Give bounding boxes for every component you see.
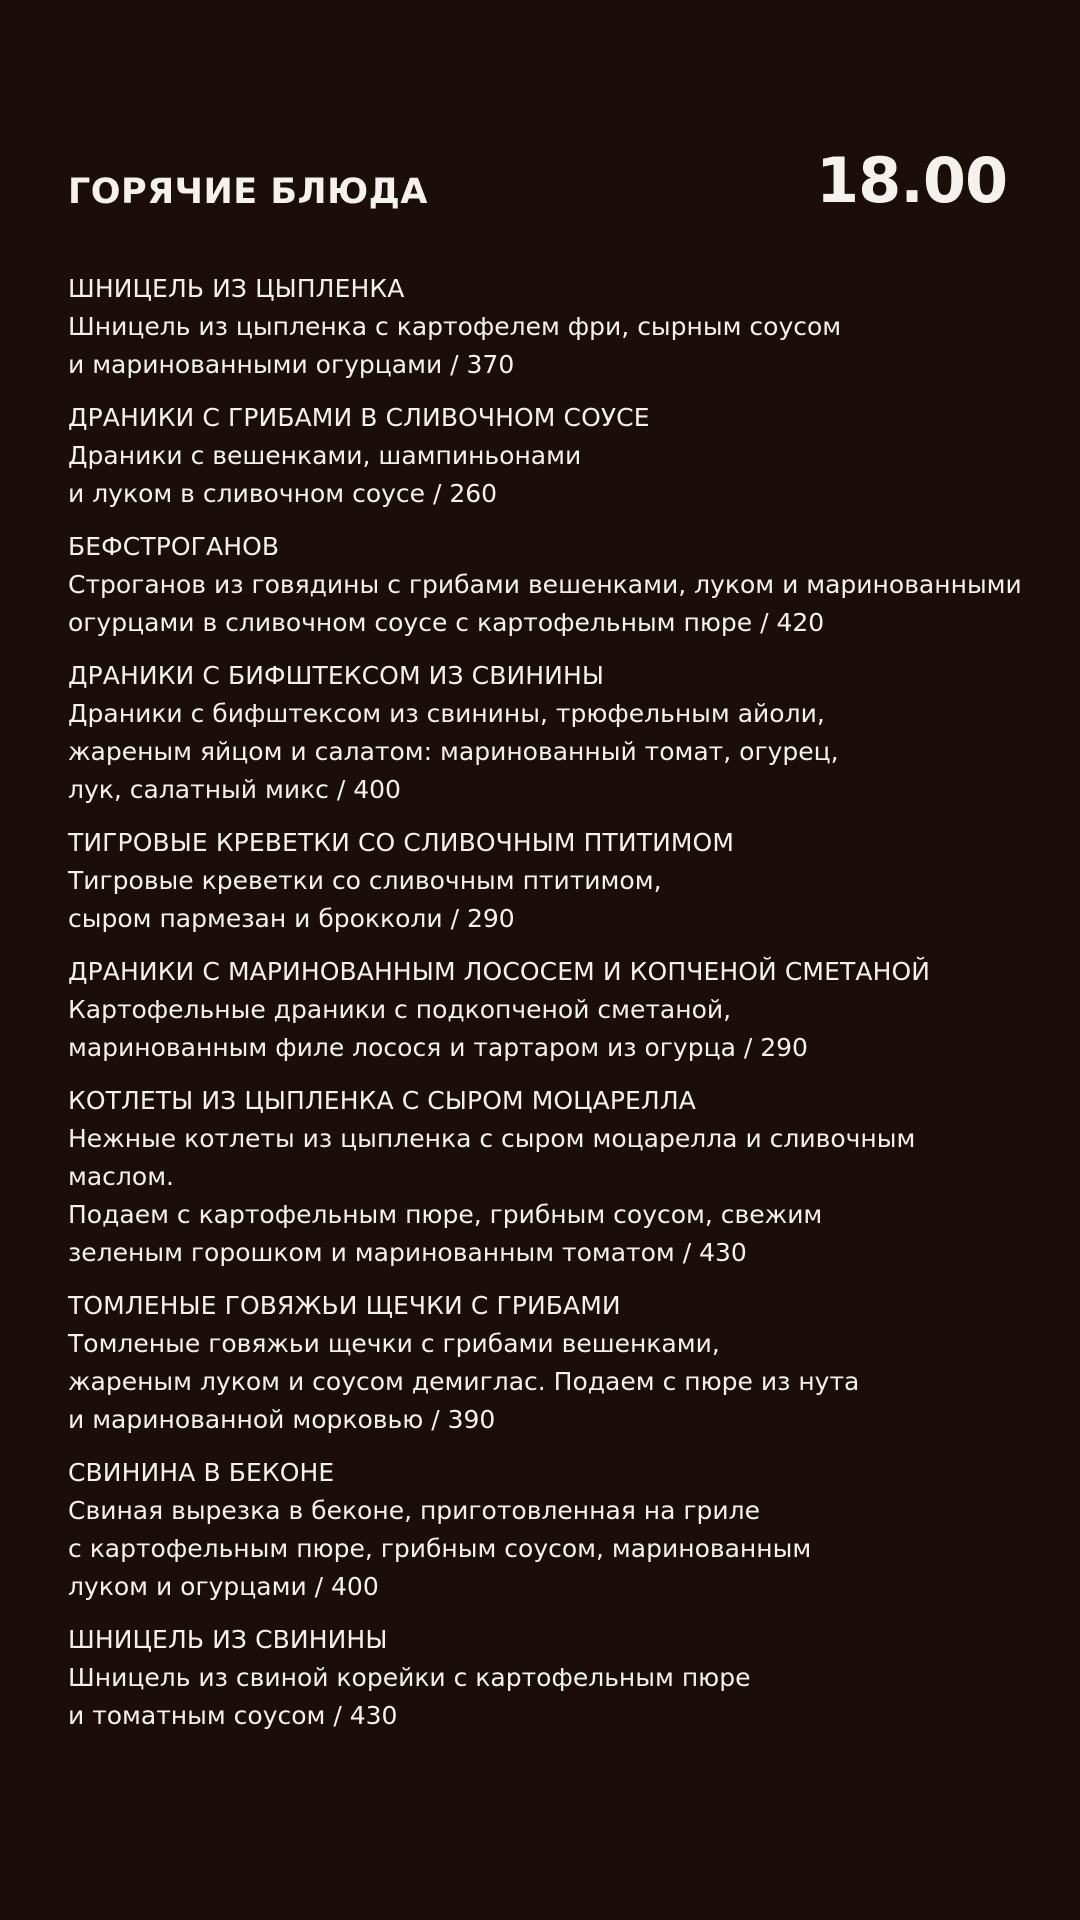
menu-item (68, 1454, 1028, 1606)
menu-header (68, 0, 1020, 260)
menu-item (68, 1621, 1028, 1735)
menu-item-name: ШНИЦЕЛЬ ИЗ ЦЫПЛЕНКА (68, 274, 405, 303)
menu-item-name: ТИГРОВЫЕ КРЕВЕТКИ СО СЛИВОЧНЫМ ПТИТИМОМ (68, 828, 734, 857)
menu-item-description: Строганов из говядины с грибами вешенками, луком и маринованными огурцами в сливочном соусе с картофельным пюре / 420 (68, 570, 1022, 637)
menu-item (68, 824, 1028, 938)
menu-item-name: ДРАНИКИ С ГРИБАМИ В СЛИВОЧНОМ СОУСЕ (68, 403, 650, 432)
section-title: ГОРЯЧИЕ БЛЮДА (68, 172, 428, 212)
menu-item (68, 1082, 1028, 1272)
menu-item (68, 657, 1028, 809)
menu-item-name: ДРАНИКИ С МАРИНОВАННЫМ ЛОСОСЕМ И КОПЧЕНОЙ СМЕТАНОЙ (68, 957, 931, 986)
menu-item-description: Шницель из свиной корейки с картофельным пюре и томатным соусом / 430 (68, 1663, 751, 1730)
menu-item (68, 953, 1028, 1067)
time-label: 18.00 (816, 144, 1008, 217)
menu-item-name: ДРАНИКИ С БИФШТЕКСОМ ИЗ СВИНИНЫ (68, 661, 605, 690)
menu-item-description: Свиная вырезка в беконе, приготовленная на гриле с картофельным пюре, грибным соусом, маринованным луком и огурцами / 400 (68, 1496, 812, 1601)
menu-item-description: Томленые говяжьи щечки с грибами вешенками, жареным луком и соусом демиглас. Подаем с пюре из нута и маринованной морковью / 390 (68, 1329, 860, 1434)
menu-item-name: СВИНИНА В БЕКОНЕ (68, 1458, 335, 1487)
menu-item-description: Тигровые креветки со сливочным птитимом, сыром пармезан и брокколи / 290 (68, 866, 662, 933)
menu-list (68, 270, 1028, 1750)
menu-item-description: Картофельные драники с подкопченой сметаной, маринованным филе лосося и тартаром из огурца / 290 (68, 995, 808, 1062)
menu-item-name: БЕФСТРОГАНОВ (68, 532, 280, 561)
menu-item-name: ТОМЛЕНЫЕ ГОВЯЖЬИ ЩЕЧКИ С ГРИБАМИ (68, 1291, 621, 1320)
menu-item-description: Драники с вешенками, шампиньонами и луком в сливочном соусе / 260 (68, 441, 582, 508)
menu-item (68, 528, 1028, 642)
menu-item-description: Шницель из цыпленка с картофелем фри, сырным соусом и маринованными огурцами / 370 (68, 312, 842, 379)
menu-item (68, 270, 1028, 384)
menu-item-description: Драники с бифштексом из свинины, трюфельным айоли, жареным яйцом и салатом: маринованный томат, огурец, лук, салатный микс / 400 (68, 699, 839, 804)
menu-item-name: КОТЛЕТЫ ИЗ ЦЫПЛЕНКА С СЫРОМ МОЦАРЕЛЛА (68, 1086, 696, 1115)
menu-item-name: ШНИЦЕЛЬ ИЗ СВИНИНЫ (68, 1625, 388, 1654)
menu-item (68, 399, 1028, 513)
menu-item-description: Нежные котлеты из цыпленка с сыром моцарелла и сливочным маслом. Подаем с картофельным пюре, грибным соусом, свежим зеленым горошком и маринованным томатом / 430 (68, 1124, 916, 1267)
menu-item (68, 1287, 1028, 1439)
